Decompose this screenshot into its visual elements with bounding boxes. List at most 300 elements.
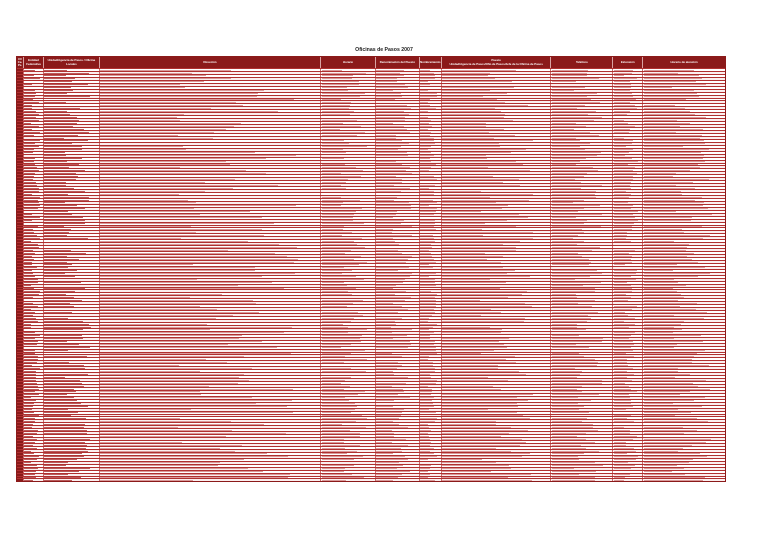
table-cell bbox=[551, 335, 613, 337]
table-cell bbox=[420, 276, 442, 278]
table-cell bbox=[44, 261, 100, 263]
table-cell bbox=[321, 453, 376, 455]
cell-text-line bbox=[614, 436, 637, 437]
cell-text-line bbox=[420, 90, 428, 91]
table-cell bbox=[376, 420, 420, 422]
table-cell bbox=[551, 166, 613, 168]
table-cell bbox=[376, 326, 420, 328]
cell-text-line bbox=[420, 191, 434, 192]
cell-text-line bbox=[322, 90, 348, 91]
cell-text-line bbox=[552, 229, 583, 230]
page-title: Oficinas de Pasos 2007 bbox=[355, 47, 413, 53]
table-cell bbox=[613, 326, 643, 328]
table-cell bbox=[376, 175, 420, 177]
table-cell bbox=[613, 370, 643, 372]
cell-text-line bbox=[552, 132, 591, 133]
table-cell bbox=[643, 264, 725, 266]
table-cell bbox=[17, 417, 24, 419]
table-cell bbox=[100, 81, 321, 83]
table-row bbox=[17, 384, 725, 387]
table-cell bbox=[321, 220, 376, 222]
table-cell bbox=[442, 128, 552, 130]
cell-text-line bbox=[420, 247, 431, 248]
cell-text-line bbox=[442, 93, 507, 94]
table-cell bbox=[100, 158, 321, 160]
cell-text-line bbox=[24, 205, 39, 206]
table-cell bbox=[442, 388, 552, 390]
table-cell bbox=[442, 479, 552, 481]
table-cell bbox=[17, 69, 24, 71]
cell-text-line bbox=[644, 220, 691, 221]
table-cell bbox=[321, 379, 376, 381]
cell-text-line bbox=[552, 273, 602, 274]
table-cell bbox=[551, 373, 613, 375]
table-cell bbox=[24, 290, 44, 292]
cell-text-line bbox=[322, 368, 351, 369]
table-cell bbox=[24, 447, 44, 449]
table-cell bbox=[420, 228, 442, 230]
table-cell bbox=[442, 323, 552, 325]
cell-text-line bbox=[614, 324, 635, 325]
table-cell bbox=[613, 75, 643, 77]
table-cell bbox=[420, 72, 442, 74]
cell-text-line bbox=[442, 418, 530, 419]
table-cell bbox=[442, 465, 552, 467]
table-cell bbox=[420, 81, 442, 83]
table-cell bbox=[376, 403, 420, 405]
cell-text-line bbox=[322, 143, 349, 144]
table-cell bbox=[551, 252, 613, 254]
cell-text-line bbox=[552, 468, 574, 469]
table-cell bbox=[442, 435, 552, 437]
table-cell bbox=[643, 234, 725, 236]
cell-text-line bbox=[24, 409, 31, 410]
table-cell bbox=[376, 379, 420, 381]
table-cell bbox=[17, 397, 24, 399]
table-cell bbox=[420, 441, 442, 443]
cell-text-line bbox=[322, 99, 342, 100]
table-cell bbox=[24, 196, 44, 198]
table-cell bbox=[551, 267, 613, 269]
cell-text-line bbox=[644, 448, 683, 449]
table-cell bbox=[643, 169, 725, 171]
table-cell bbox=[24, 370, 44, 372]
cell-text-line bbox=[644, 143, 705, 144]
table-cell bbox=[376, 184, 420, 186]
cell-text-line bbox=[442, 321, 523, 322]
table-cell bbox=[420, 205, 442, 207]
table-cell bbox=[551, 161, 613, 163]
cell-text-line bbox=[644, 365, 709, 366]
table-cell bbox=[17, 293, 24, 295]
column-header-atencion: Horario de atención bbox=[670, 59, 698, 64]
table-row bbox=[17, 198, 725, 201]
cell-text-line bbox=[614, 140, 634, 141]
table-cell bbox=[376, 202, 420, 204]
table-cell bbox=[420, 400, 442, 402]
table-cell bbox=[44, 397, 100, 399]
cell-text-line bbox=[614, 282, 627, 283]
cell-text-line bbox=[24, 264, 32, 265]
cell-text-line bbox=[644, 403, 673, 404]
cell-text-line bbox=[552, 371, 582, 372]
cell-text-line bbox=[552, 436, 577, 437]
cell-text-line bbox=[100, 468, 247, 469]
cell-text-line bbox=[376, 383, 406, 384]
cell-text-line bbox=[614, 155, 626, 156]
table-cell bbox=[24, 93, 44, 95]
table-cell bbox=[643, 426, 725, 428]
cell-text-line bbox=[420, 459, 428, 460]
table-cell bbox=[376, 302, 420, 304]
table-cell bbox=[613, 116, 643, 118]
cell-text-line bbox=[420, 123, 429, 124]
table-cell bbox=[100, 317, 321, 319]
cell-text-line bbox=[614, 81, 630, 82]
table-cell bbox=[551, 226, 613, 228]
table-cell bbox=[376, 415, 420, 417]
table-cell bbox=[643, 432, 725, 434]
table-cell bbox=[551, 243, 613, 245]
table-cell bbox=[44, 110, 100, 112]
cell-text-line bbox=[44, 132, 88, 133]
table-cell bbox=[321, 255, 376, 257]
table-cell bbox=[643, 279, 725, 281]
cell-text-line bbox=[322, 471, 345, 472]
cell-text-line bbox=[44, 96, 90, 97]
table-cell bbox=[17, 152, 24, 154]
table-cell bbox=[442, 370, 552, 372]
cell-text-line bbox=[420, 300, 436, 301]
cell-text-line bbox=[614, 327, 629, 328]
table-cell bbox=[44, 69, 100, 71]
table-cell bbox=[24, 417, 44, 419]
table-cell bbox=[17, 474, 24, 476]
table-cell bbox=[100, 249, 321, 251]
table-cell bbox=[376, 273, 420, 275]
cell-text-line bbox=[322, 202, 344, 203]
table-cell bbox=[44, 161, 100, 163]
table-cell bbox=[420, 255, 442, 257]
table-cell bbox=[613, 181, 643, 183]
cell-text-line bbox=[614, 380, 632, 381]
table-cell bbox=[376, 237, 420, 239]
cell-text-line bbox=[442, 123, 486, 124]
table-cell bbox=[100, 90, 321, 92]
table-cell bbox=[100, 417, 321, 419]
cell-text-line bbox=[614, 75, 625, 76]
table-cell bbox=[613, 296, 643, 298]
table-row bbox=[17, 254, 725, 257]
table-cell bbox=[420, 243, 442, 245]
table-cell bbox=[376, 78, 420, 80]
cell-text-line bbox=[322, 262, 367, 263]
table-cell bbox=[420, 282, 442, 284]
cell-text-line bbox=[442, 170, 530, 171]
table-cell bbox=[321, 128, 376, 130]
table-cell bbox=[613, 190, 643, 192]
cell-text-line bbox=[614, 459, 636, 460]
table-row bbox=[17, 434, 725, 437]
table-cell bbox=[442, 341, 552, 343]
cell-text-line bbox=[552, 306, 592, 307]
cell-text-line bbox=[322, 93, 365, 94]
table-cell bbox=[420, 202, 442, 204]
table-cell bbox=[44, 231, 100, 233]
cell-text-line bbox=[420, 306, 436, 307]
cell-text-line bbox=[24, 421, 34, 422]
cell-text-line bbox=[420, 480, 435, 481]
cell-text-line bbox=[100, 448, 220, 449]
cell-text-line bbox=[376, 267, 409, 268]
table-cell bbox=[100, 453, 321, 455]
cell-text-line bbox=[322, 279, 364, 280]
table-cell bbox=[643, 99, 725, 101]
table-row bbox=[17, 89, 725, 92]
cell-text-line bbox=[644, 256, 687, 257]
table-cell bbox=[44, 329, 100, 331]
cell-text-line bbox=[44, 81, 72, 82]
cell-text-line bbox=[100, 436, 225, 437]
table-cell bbox=[44, 296, 100, 298]
table-cell bbox=[420, 423, 442, 425]
table-cell bbox=[44, 107, 100, 109]
table-cell bbox=[24, 468, 44, 470]
cell-text-line bbox=[442, 155, 485, 156]
table-cell bbox=[17, 243, 24, 245]
table-cell bbox=[321, 302, 376, 304]
table-cell bbox=[551, 429, 613, 431]
table-cell bbox=[376, 134, 420, 136]
cell-text-line bbox=[24, 462, 31, 463]
cell-text-line bbox=[644, 250, 686, 251]
cell-text-line bbox=[376, 161, 396, 162]
table-cell bbox=[24, 388, 44, 390]
table-cell bbox=[613, 385, 643, 387]
cell-text-line bbox=[442, 208, 502, 209]
cell-text-line bbox=[644, 453, 700, 454]
table-cell bbox=[376, 400, 420, 402]
cell-text-line bbox=[322, 81, 359, 82]
table-cell bbox=[24, 314, 44, 316]
table-cell bbox=[420, 240, 442, 242]
table-cell bbox=[17, 400, 24, 402]
table-cell bbox=[100, 104, 321, 106]
cell-text-line bbox=[442, 205, 508, 206]
cell-text-line bbox=[442, 329, 502, 330]
table-cell bbox=[376, 152, 420, 154]
cell-text-line bbox=[644, 386, 699, 387]
cell-text-line bbox=[44, 312, 72, 313]
table-cell bbox=[420, 409, 442, 411]
cell-text-line bbox=[100, 389, 293, 390]
table-cell bbox=[442, 403, 552, 405]
cell-text-line bbox=[376, 259, 407, 260]
table-cell bbox=[44, 140, 100, 142]
cell-text-line bbox=[420, 152, 431, 153]
table-cell bbox=[44, 199, 100, 201]
cell-text-line bbox=[100, 424, 264, 425]
table-cell bbox=[551, 314, 613, 316]
cell-text-line bbox=[322, 338, 361, 339]
table-row bbox=[17, 83, 725, 86]
table-cell bbox=[420, 338, 442, 340]
table-row bbox=[17, 316, 725, 319]
table-cell bbox=[643, 155, 725, 157]
table-cell bbox=[24, 143, 44, 145]
cell-text-line bbox=[644, 471, 673, 472]
cell-text-line bbox=[614, 445, 627, 446]
cell-text-line bbox=[376, 430, 391, 431]
table-cell bbox=[321, 320, 376, 322]
cell-text-line bbox=[376, 164, 402, 165]
table-cell bbox=[643, 240, 725, 242]
table-cell bbox=[321, 299, 376, 301]
table-row bbox=[17, 399, 725, 402]
cell-text-line bbox=[100, 474, 290, 475]
table-cell bbox=[321, 435, 376, 437]
cell-text-line bbox=[420, 129, 427, 130]
cell-text-line bbox=[24, 241, 31, 242]
cell-text-line bbox=[322, 324, 343, 325]
table-cell bbox=[376, 447, 420, 449]
table-cell bbox=[376, 444, 420, 446]
table-cell bbox=[442, 385, 552, 387]
table-row bbox=[17, 408, 725, 411]
table-cell bbox=[613, 96, 643, 98]
cell-text-line bbox=[44, 471, 79, 472]
cell-text-line bbox=[420, 211, 436, 212]
cell-text-line bbox=[24, 188, 39, 189]
table-cell bbox=[613, 417, 643, 419]
cell-text-line bbox=[644, 70, 695, 71]
table-cell bbox=[420, 134, 442, 136]
cell-text-line bbox=[322, 448, 345, 449]
table-cell bbox=[420, 270, 442, 272]
table-cell bbox=[44, 190, 100, 192]
table-cell bbox=[376, 373, 420, 375]
cell-text-line bbox=[614, 126, 635, 127]
table-cell bbox=[100, 293, 321, 295]
cell-text-line bbox=[322, 276, 357, 277]
cell-text-line bbox=[442, 114, 505, 115]
offices-table bbox=[16, 56, 726, 482]
cell-text-line bbox=[322, 176, 361, 177]
table-cell bbox=[442, 477, 552, 479]
table-cell bbox=[24, 338, 44, 340]
table-row bbox=[17, 115, 725, 118]
table-cell bbox=[376, 459, 420, 461]
table-cell bbox=[44, 237, 100, 239]
table-cell bbox=[321, 417, 376, 419]
table-cell bbox=[442, 279, 552, 281]
table-row bbox=[17, 71, 725, 74]
cell-text-line bbox=[376, 188, 410, 189]
cell-text-line bbox=[420, 406, 434, 407]
table-cell bbox=[420, 438, 442, 440]
cell-text-line bbox=[614, 232, 627, 233]
cell-text-line bbox=[376, 445, 408, 446]
table-cell bbox=[24, 211, 44, 213]
table-cell bbox=[551, 181, 613, 183]
table-cell bbox=[100, 285, 321, 287]
cell-text-line bbox=[24, 338, 34, 339]
cell-text-line bbox=[44, 179, 75, 180]
table-cell bbox=[24, 432, 44, 434]
table-cell bbox=[551, 75, 613, 77]
cell-text-line bbox=[552, 471, 596, 472]
table-row bbox=[17, 130, 725, 133]
cell-text-line bbox=[420, 102, 428, 103]
table-cell bbox=[442, 344, 552, 346]
cell-text-line bbox=[44, 200, 88, 201]
table-cell bbox=[100, 119, 321, 121]
cell-text-line bbox=[100, 374, 244, 375]
table-cell bbox=[376, 240, 420, 242]
table-cell bbox=[24, 423, 44, 425]
cell-text-line bbox=[420, 439, 430, 440]
column-header-telefono: Teléfono bbox=[551, 57, 613, 68]
table-cell bbox=[643, 344, 725, 346]
cell-text-line bbox=[24, 427, 31, 428]
cell-text-line bbox=[44, 415, 70, 416]
table-cell bbox=[17, 137, 24, 139]
cell-text-line bbox=[420, 389, 432, 390]
table-cell bbox=[17, 358, 24, 360]
cell-text-line bbox=[24, 135, 34, 136]
table-cell bbox=[420, 468, 442, 470]
table-cell bbox=[613, 353, 643, 355]
table-cell bbox=[44, 338, 100, 340]
cell-text-line bbox=[442, 480, 531, 481]
table-cell bbox=[100, 72, 321, 74]
cell-text-line bbox=[442, 412, 517, 413]
table-cell bbox=[100, 243, 321, 245]
table-cell bbox=[376, 462, 420, 464]
table-cell bbox=[442, 134, 552, 136]
cell-text-line bbox=[322, 205, 341, 206]
table-cell bbox=[24, 149, 44, 151]
cell-text-line bbox=[100, 442, 182, 443]
table-cell bbox=[17, 231, 24, 233]
cell-text-line bbox=[420, 309, 434, 310]
table-cell bbox=[376, 190, 420, 192]
table-cell bbox=[100, 412, 321, 414]
table-cell bbox=[321, 420, 376, 422]
table-cell bbox=[551, 438, 613, 440]
table-cell bbox=[100, 208, 321, 210]
cell-text-line bbox=[322, 285, 348, 286]
cell-text-line bbox=[24, 111, 36, 112]
table-cell bbox=[376, 376, 420, 378]
table-cell bbox=[643, 477, 725, 479]
cell-text-line bbox=[420, 279, 435, 280]
table-cell bbox=[44, 276, 100, 278]
table-row bbox=[17, 74, 725, 77]
cell-text-line bbox=[552, 456, 578, 457]
table-cell bbox=[551, 420, 613, 422]
table-cell bbox=[613, 107, 643, 109]
cell-text-line bbox=[24, 359, 37, 360]
cell-text-line bbox=[44, 108, 79, 109]
table-cell bbox=[321, 226, 376, 228]
table-cell bbox=[442, 308, 552, 310]
table-cell bbox=[420, 385, 442, 387]
table-cell bbox=[44, 184, 100, 186]
table-cell bbox=[551, 276, 613, 278]
table-cell bbox=[100, 122, 321, 124]
cell-text-line bbox=[644, 191, 682, 192]
